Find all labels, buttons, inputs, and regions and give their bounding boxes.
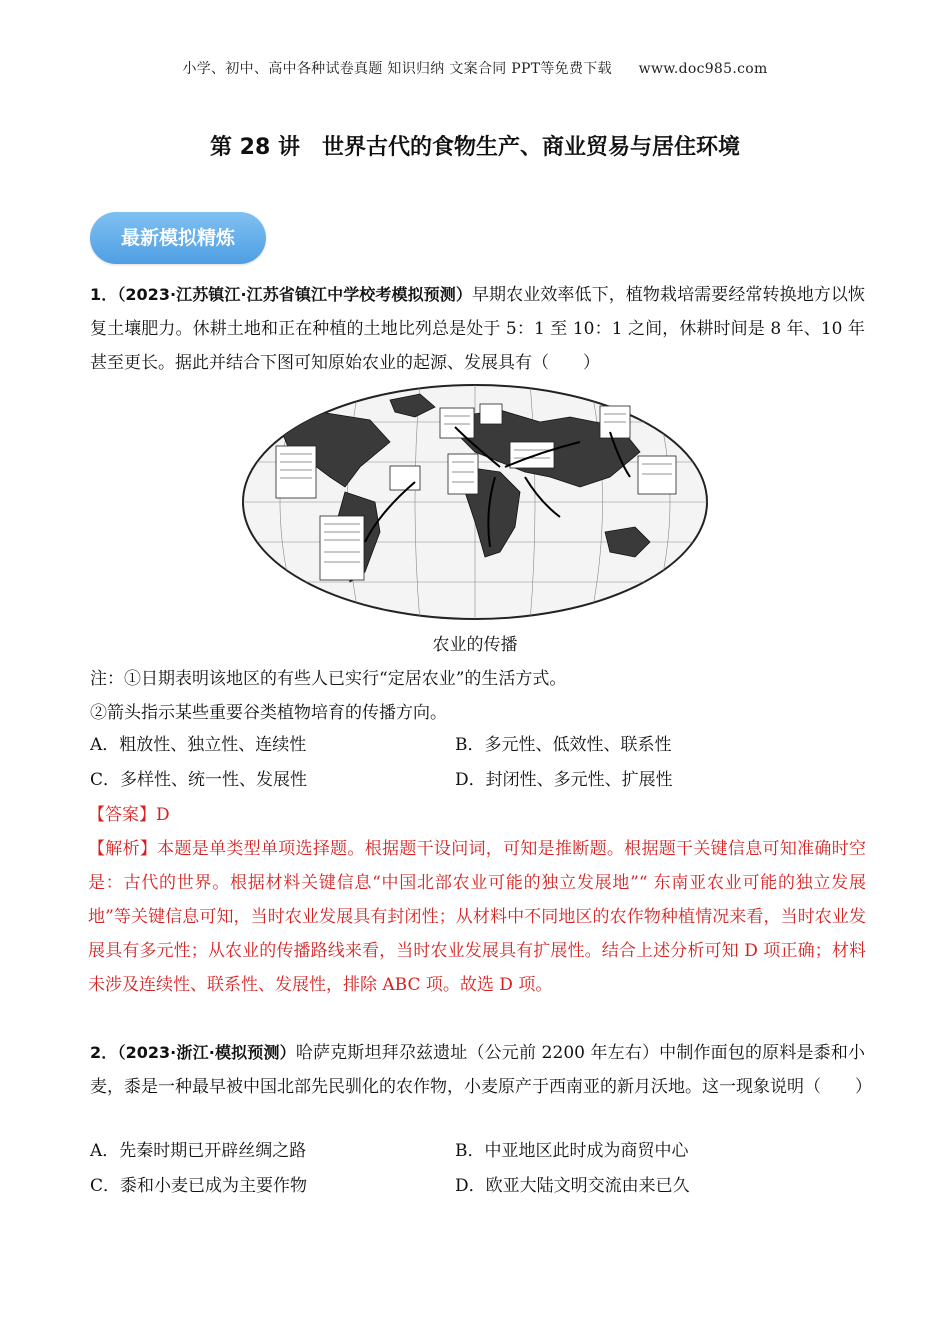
header-site-link[interactable]: www.doc985.com xyxy=(638,61,768,77)
page-title xyxy=(0,130,950,161)
header-text: 小学、初中、高中各种试卷真题 知识归纳 文案合同 PPT等免费下载 xyxy=(182,61,612,77)
question-1-answer: 【答案】D xyxy=(88,805,170,825)
question-2-options xyxy=(90,1136,865,1206)
question-2-source: （2023·浙江·模拟预测） xyxy=(117,1043,296,1062)
question-1-stem xyxy=(90,278,865,380)
question-1-analysis: 【解析】本题是单类型单项选择题。根据题干设问词，可知是推断题。根据题干关键信息可知准确时空是：古代的世界。根据材料关键信息“中国北部农业可能的独立发展地”“ 东南亚农业可能的独立发展地”等关键信息可知，当时农业发展具有封闭性；从材料中不同地区的农作物种植情况来看，当时农业发展具有多元性；从农业的传播路线来看，当时农业发展具有扩展性。结合上述分析可知 D 项正确；材料未涉及连续性、联系性、发展性，排除 ABC 项。故选 D 项。 xyxy=(88,839,866,995)
question-2-text: 哈萨克斯坦拜尕兹遗址（公元前 2200 年左右）中制作面包的原料是黍和小麦，黍是一种最早被中国北部先民驯化的农作物，小麦原产于西南亚的新月沃地。这一现象说明（ ） xyxy=(90,1043,872,1097)
question-2-option-c[interactable]: C．黍和小麦已成为主要作物 xyxy=(90,1176,308,1196)
question-1-option-d[interactable]: D．封闭性、多元性、扩展性 xyxy=(455,770,673,790)
lecture-number: 第 28 讲 xyxy=(210,135,300,160)
question-1-option-b[interactable]: B．多元性、低效性、联系性 xyxy=(455,735,672,755)
question-1-text: 早期农业效率低下，植物栽培需要经常转换地方以恢复土壤肥力。休耕土地和正在种植的土地比列总是处于 5：1 至 10：1 之间，休耕时间是 8 年、10 年甚至更长。据此并结合下图可知原始农业的起源、发展具有（ ） xyxy=(90,285,865,373)
question-1-option-a[interactable]: A．粗放性、独立性、连续性 xyxy=(90,735,307,755)
world-map-image xyxy=(240,382,710,622)
question-1-number: 1． xyxy=(90,285,118,304)
question-2-option-a[interactable]: A．先秦时期已开辟丝绸之路 xyxy=(90,1141,307,1161)
map-notes xyxy=(90,662,566,730)
question-2-option-d[interactable]: D．欧亚大陆文明交流由来已久 xyxy=(455,1176,690,1196)
question-1-options xyxy=(90,730,865,800)
question-2-number: 2． xyxy=(90,1043,118,1062)
agriculture-spread-map xyxy=(240,382,710,622)
question-2-stem xyxy=(90,1036,872,1104)
map-note-1: 注：①日期表明该地区的有些人已实行“定居农业”的生活方式。 xyxy=(90,669,567,689)
question-1-option-c[interactable]: C．多样性、统一性、发展性 xyxy=(90,770,308,790)
question-2-option-b[interactable]: B．中亚地区此时成为商贸中心 xyxy=(455,1141,689,1161)
page-header xyxy=(0,58,950,78)
question-1-source: （2023·江苏镇江·江苏省镇江中学校考模拟预测） xyxy=(117,285,472,304)
map-note-2: ②箭头指示某些重要谷类植物培育的传播方向。 xyxy=(90,703,447,723)
section-badge: 最新模拟精炼 xyxy=(90,212,266,264)
lecture-topic: 世界古代的食物生产、商业贸易与居住环境 xyxy=(321,135,740,160)
map-caption: 农业的传播 xyxy=(432,635,518,655)
